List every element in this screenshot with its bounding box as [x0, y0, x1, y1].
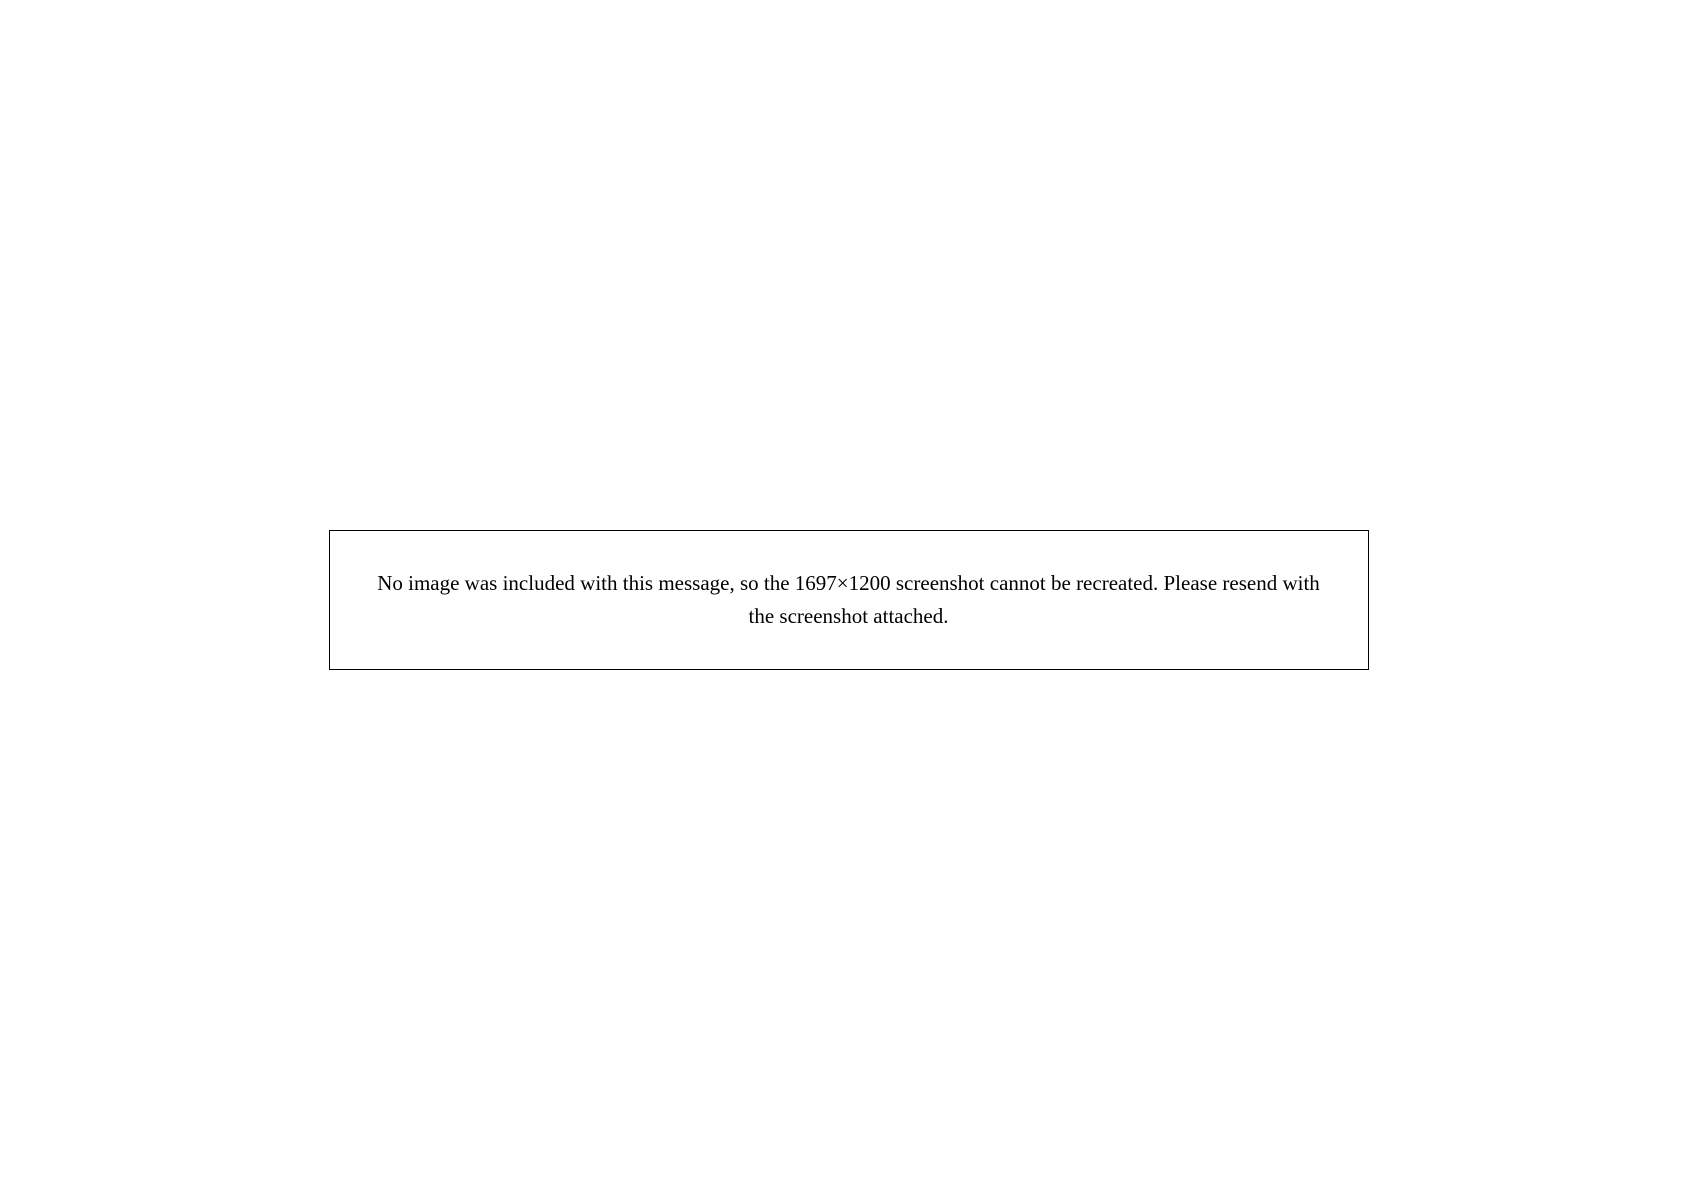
missing-image-notice: No image was included with this message, so the 1697×1200 screenshot cannot be recreated. Please resend with the screenshot attached.	[329, 530, 1369, 669]
